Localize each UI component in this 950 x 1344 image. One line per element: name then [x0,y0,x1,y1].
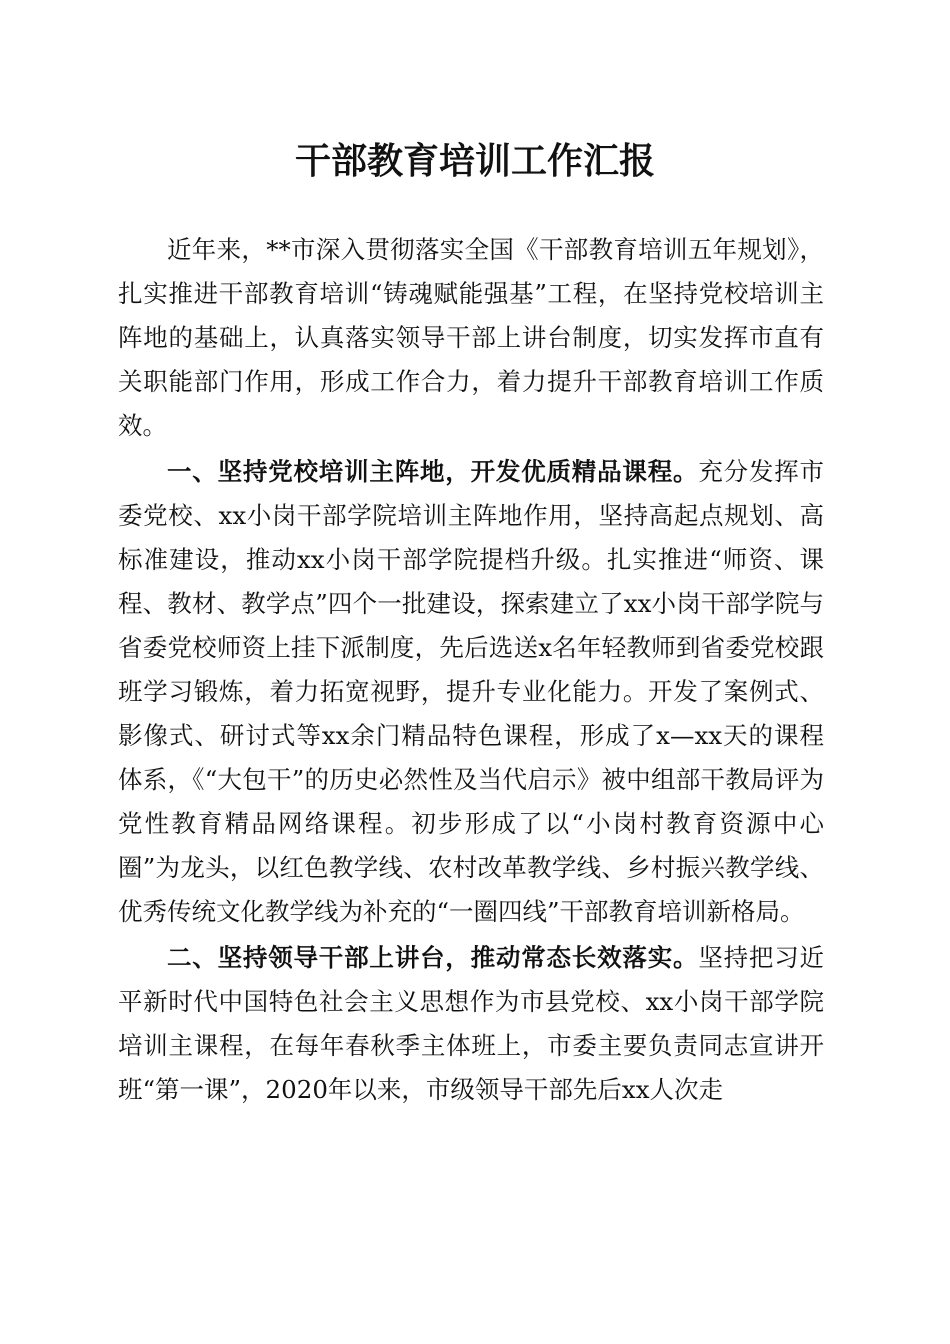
intro-paragraph: 近年来，**市深入贯彻落实全国《干部教育培训五年规划》，扎实推进干部教育培训“铸魂赋能强基”工程，在坚持党校培训主阵地的基础上，认真落实领导干部上讲台制度，切实发挥市直有关职能部门作用，形成工作合力，着力提升干部教育培训工作质效。 [118,235,824,440]
section-2-paragraph [118,936,824,1112]
document-body [118,228,824,1112]
section-2-body: 坚持把习近平新时代中国特色社会主义思想作为市县党校、xx小岗干部学院培训主课程，在每年春秋季主体班上，市委主要负责同志宣讲开班“第一课”，2020年以来，市级领导干部先后xx人次走 [118,943,825,1104]
section-1-heading: 一、坚持党校培训主阵地，开发优质精品课程。 [167,457,699,486]
section-2-heading: 二、坚持领导干部上讲台，推动常态长效落实。 [167,943,699,972]
section-1-paragraph [118,450,824,934]
section-1-body: 充分发挥市委党校、xx小岗干部学院培训主阵地作用，坚持高起点规划、高标准建设，推动xx小岗干部学院提档升级。扎实推进“师资、课程、教材、教学点”四个一批建设，探索建立了xx小岗干部学院与省委党校师资上挂下派制度，先后选送x名年轻教师到省委党校跟班学习锻炼，着力拓宽视野，提升专业化能力。开发了案例式、影像式、研讨式等xx余门精品特色课程，形成了x—xx天的课程体系，《“大包干”的历史必然性及当代启示》被中组部干教局评为党性教育精品网络课程。初步形成了以“小岗村教育资源中心圈”为龙头，以红色教学线、农村改革教学线、乡村振兴教学线、优秀传统文化教学线为补充的“一圈四线”干部教育培训新格局。 [118,457,825,926]
document-title: 干部教育培训工作汇报 [294,140,655,182]
